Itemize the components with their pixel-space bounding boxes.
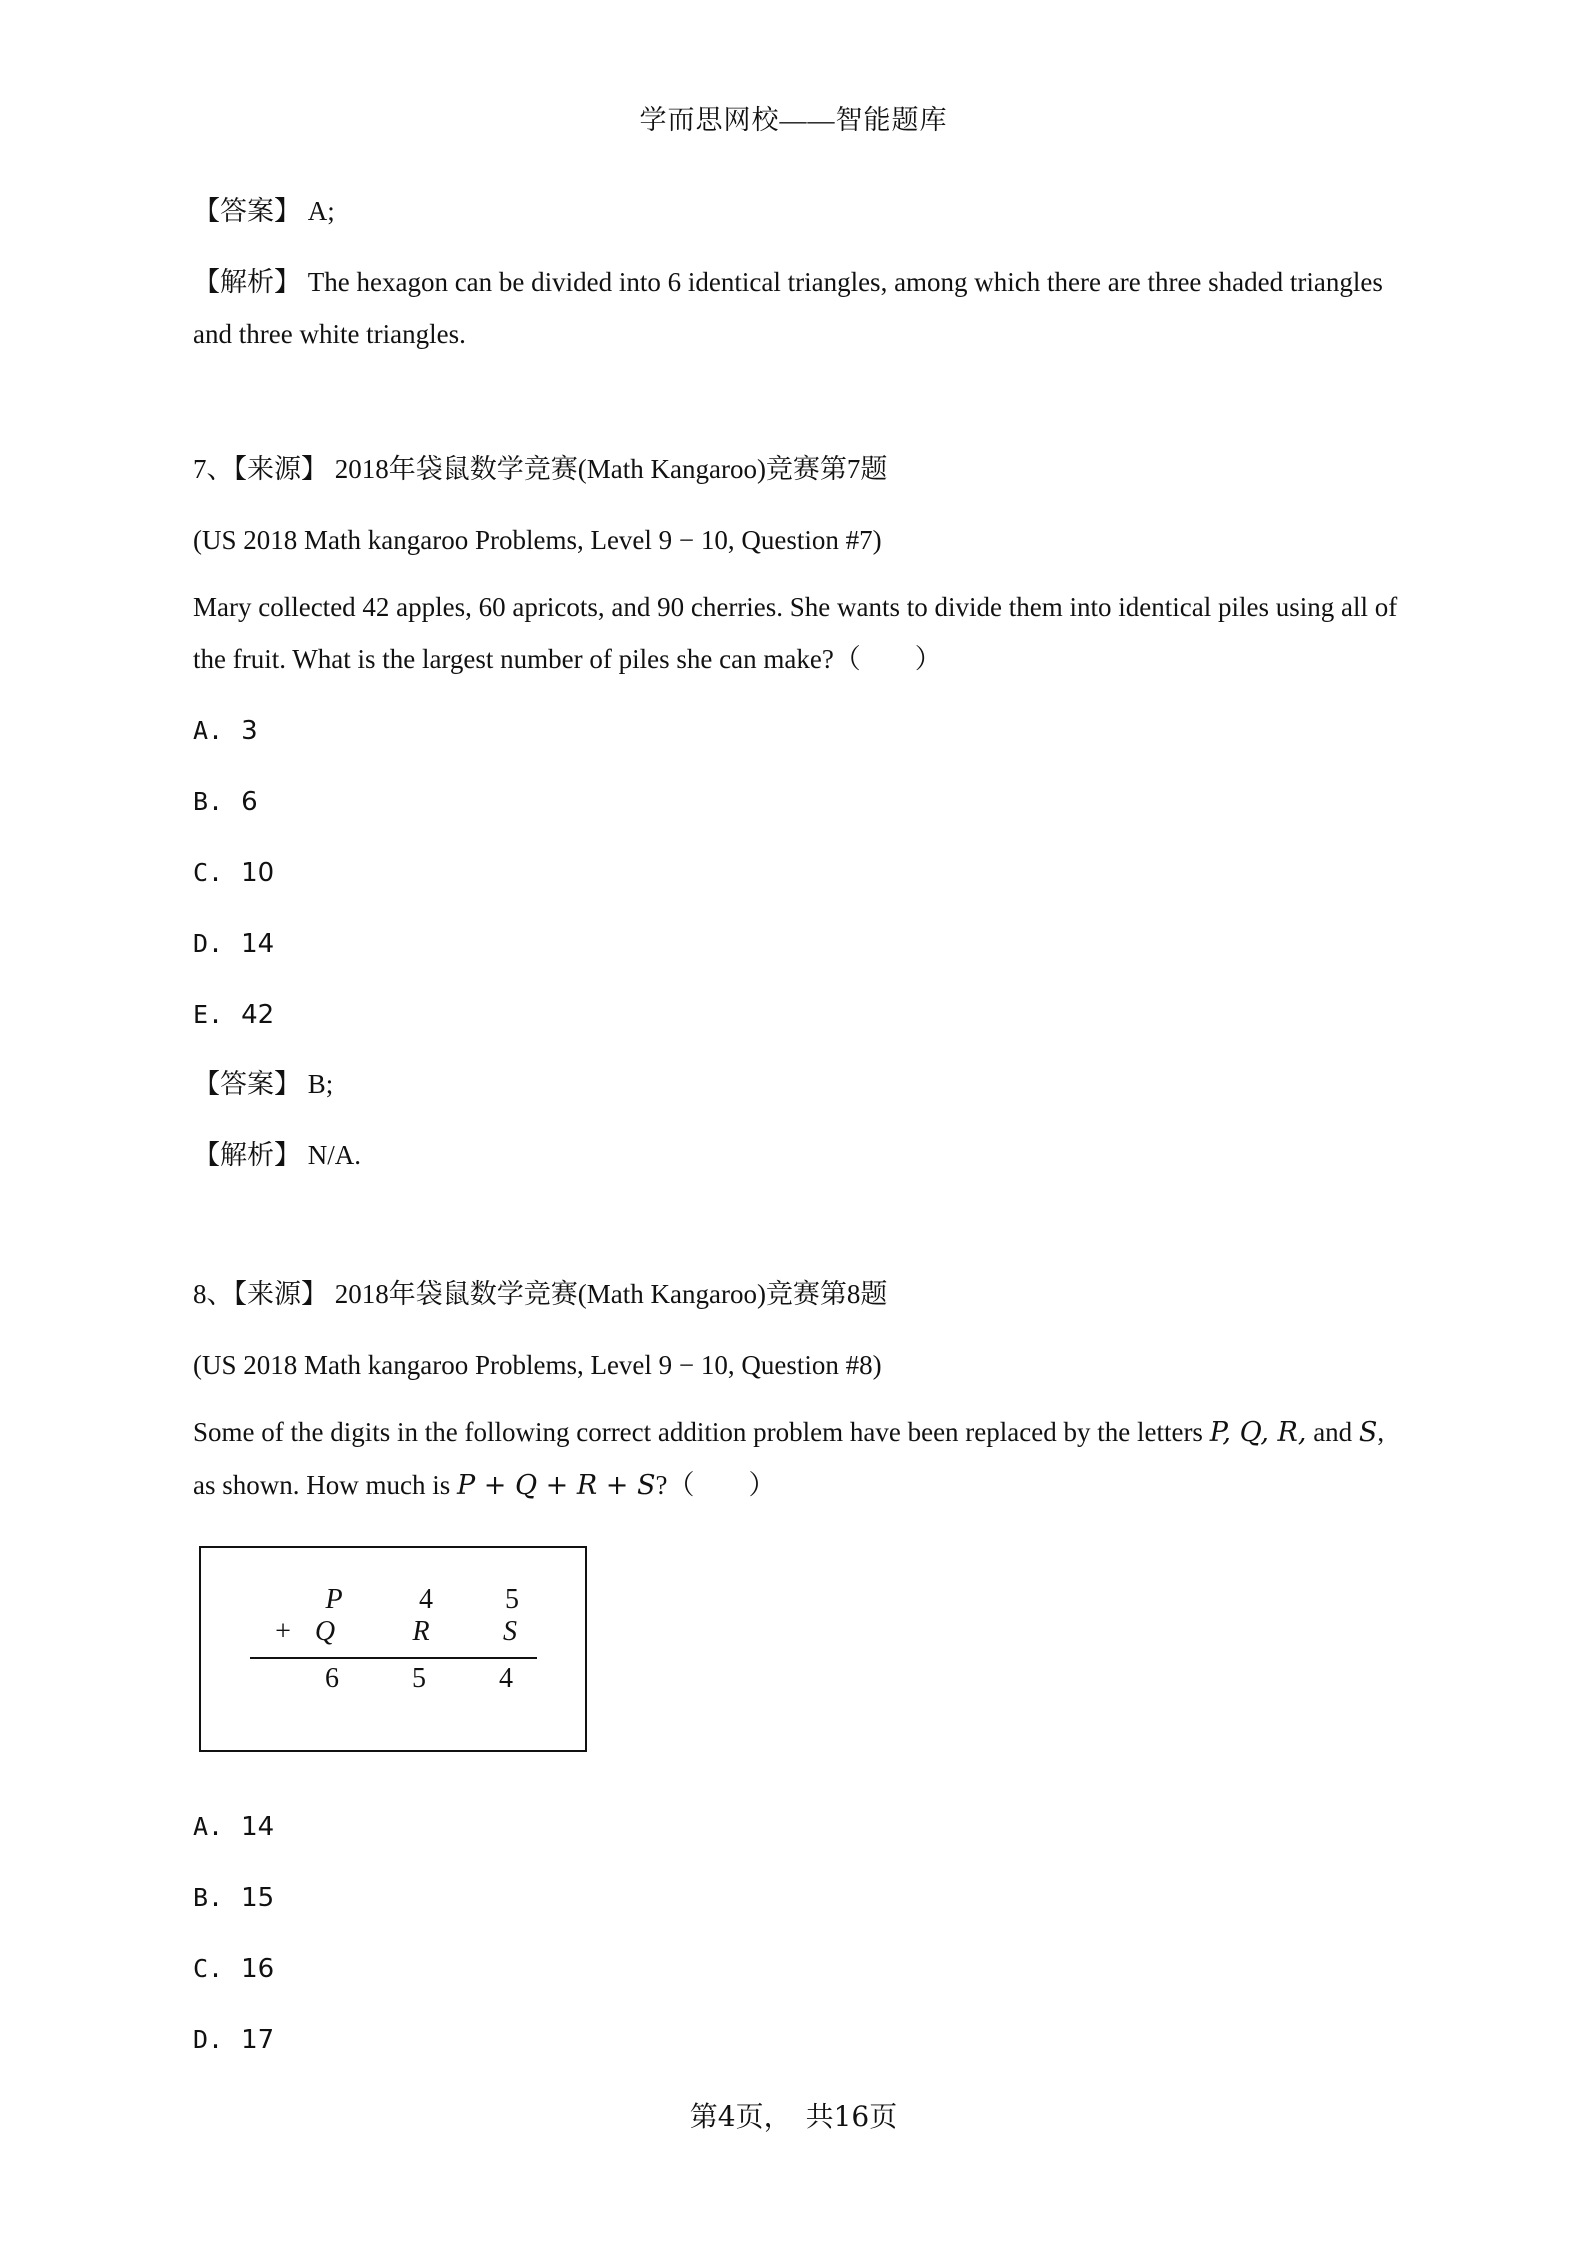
page-footer: 第4页， 共16页	[689, 2100, 898, 2133]
q8-text-d: ?（ ）	[655, 1470, 776, 1500]
q7-option-e[interactable]	[193, 999, 274, 1030]
addition-row1-digit3: 5	[505, 1584, 519, 1615]
prev-answer	[193, 185, 1413, 237]
q8-number: 8、	[193, 1279, 234, 1309]
q8-text-b: and	[1306, 1417, 1359, 1447]
q8-reference: (US 2018 Math kangaroo Problems, Level 9 − 10, Question #8)	[193, 1350, 882, 1380]
q7-source: 2018年袋鼠数学竞赛(Math Kangaroo)竞赛第7题	[334, 454, 888, 484]
q7-reference: (US 2018 Math kangaroo Problems, Level 9 − 10, Question #7)	[193, 525, 882, 555]
option-letter: A.	[193, 1812, 224, 1841]
addition-sum-digit3: 4	[499, 1663, 513, 1694]
option-value: 16	[241, 1954, 275, 1984]
addition-row1-digit1: P	[325, 1584, 343, 1615]
addition-plus-sign: +	[275, 1616, 291, 1647]
q7-source-line	[193, 443, 1413, 495]
q8-source-tag: 【来源】	[233, 1279, 328, 1309]
answer-value: A;	[307, 196, 335, 226]
addition-row1-digit2: 4	[419, 1584, 433, 1615]
analysis-text: The hexagon can be divided into 6 identical triangles, among which there are three shaded triangles and three white triangles.	[193, 267, 1383, 349]
option-letter: E.	[193, 1000, 224, 1029]
answer-tag: 【答案】	[193, 196, 301, 226]
q8-text-c: , as shown. How much is	[193, 1417, 1385, 1500]
addition-row2-digit3: S	[503, 1616, 517, 1647]
option-value: 6	[241, 787, 258, 817]
q8-option-b[interactable]	[193, 1882, 274, 1913]
addition-sum-digit2: 5	[412, 1663, 426, 1694]
option-value: 42	[241, 1000, 275, 1030]
addition-problem-box	[199, 1546, 587, 1752]
q8-letter-s: S	[1358, 1417, 1378, 1448]
analysis-tag: 【解析】	[193, 267, 301, 297]
q8-text-a: Some of the digits in the following correct addition problem have been replaced by the letters	[193, 1417, 1210, 1447]
q8-expression: P + Q + R + S	[457, 1470, 656, 1501]
option-value: 14	[241, 1812, 275, 1842]
option-value: 17	[241, 2025, 275, 2055]
option-letter: C.	[193, 858, 224, 887]
q8-source: 2018年袋鼠数学竞赛(Math Kangaroo)竞赛第8题	[334, 1279, 888, 1309]
q7-question-text: Mary collected 42 apples, 60 apricots, and 90 cherries. She wants to divide them into identical piles using all of the fruit. What is the largest number of piles she can make?（ ）	[193, 592, 1398, 674]
option-letter: B.	[193, 1883, 224, 1912]
q7-option-a[interactable]	[193, 715, 258, 746]
prev-analysis	[193, 256, 1413, 360]
option-value: 14	[241, 929, 275, 959]
q7-option-b[interactable]	[193, 786, 258, 817]
option-letter: D.	[193, 929, 224, 958]
q7-source-tag: 【来源】	[233, 454, 328, 484]
analysis-text: N/A.	[307, 1140, 361, 1170]
sum-line	[250, 1657, 537, 1659]
q8-option-a[interactable]	[193, 1811, 274, 1842]
addition-row2-digit2: R	[412, 1616, 430, 1647]
q8-source-line	[193, 1268, 1413, 1320]
q8-option-d[interactable]	[193, 2024, 274, 2055]
option-letter: D.	[193, 2025, 224, 2054]
option-letter: A.	[193, 716, 224, 745]
option-value: 15	[241, 1883, 275, 1913]
q8-letters: P, Q, R,	[1209, 1417, 1307, 1448]
page-header: 学而思网校——智能题库	[639, 105, 948, 135]
q7-number: 7、	[193, 454, 234, 484]
answer-tag: 【答案】	[193, 1069, 301, 1099]
addition-sum-digit1: 6	[325, 1663, 339, 1694]
addition-row2-digit1: Q	[314, 1616, 336, 1647]
q7-analysis	[193, 1129, 1413, 1181]
q8-question-text	[193, 1406, 1413, 1512]
q7-option-d[interactable]	[193, 928, 274, 959]
q8-option-c[interactable]	[193, 1953, 274, 1984]
q7-answer	[193, 1058, 1413, 1110]
option-value: 3	[241, 716, 258, 746]
option-letter: B.	[193, 787, 224, 816]
option-value: 10	[241, 858, 275, 888]
analysis-tag: 【解析】	[193, 1140, 301, 1170]
answer-value: B;	[307, 1069, 334, 1099]
q7-option-c[interactable]	[193, 857, 274, 888]
option-letter: C.	[193, 1954, 224, 1983]
